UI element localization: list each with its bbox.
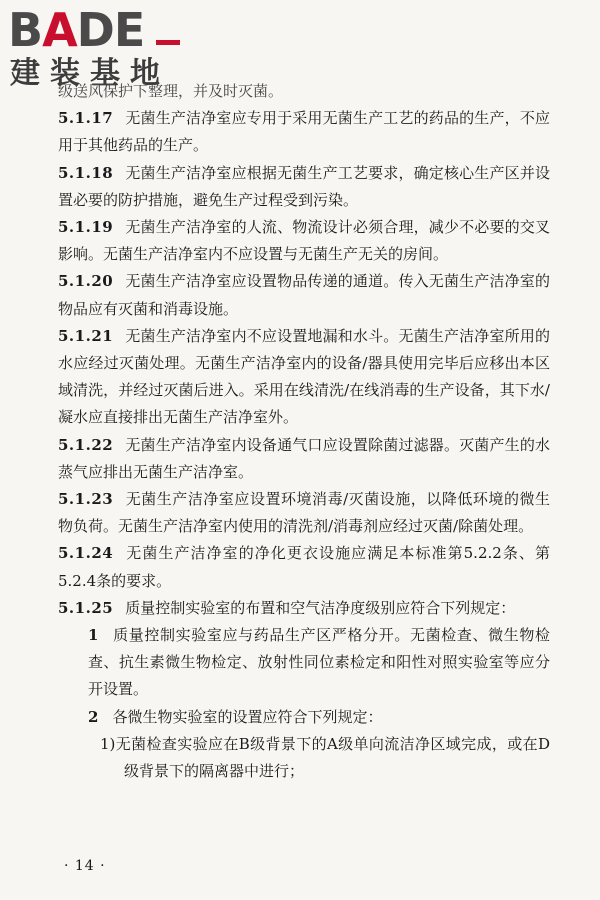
- continued-line: 级送风保护下整理，并及时灭菌。: [58, 82, 284, 100]
- clause-5-1-22: 5.1.22 无菌生产洁净室内设备通气口应设置除菌过滤器。灭菌产生的水蒸气应排出无菌生产洁净室。: [58, 435, 550, 481]
- item-2: 2 各微生物实验室的设置应符合下列规定：: [88, 707, 383, 726]
- clause-5-1-17: 5.1.17 无菌生产洁净室应专用于采用无菌生产工艺的药品的生产，不应用于其他药品的生产。: [58, 109, 550, 155]
- watermark-chinese: 建装基地: [10, 56, 170, 91]
- clause-5-1-24: 5.1.24 无菌生产洁净室的净化更衣设施应满足本标准第5.2.2条、第5.2.4条的要求。: [58, 544, 550, 590]
- watermark-accent-bar: [156, 40, 180, 45]
- page-number: · 14 ·: [64, 858, 106, 874]
- document-body: [58, 78, 550, 785]
- clause-5-1-23: 5.1.23 无菌生产洁净室应设置环境消毒/灭菌设施，以降低环境的微生物负荷。无菌生产洁净室内使用的清洗剂/消毒剂应经过灭菌/除菌处理。: [58, 490, 550, 536]
- clause-5-1-18: 5.1.18 无菌生产洁净室应根据无菌生产工艺要求，确定核心生产区并设置必要的防护措施，避免生产过程受到污染。: [58, 163, 550, 209]
- clause-5-1-20: 5.1.20 无菌生产洁净室应设置物品传递的通道。传入无菌生产洁净室的物品应有灭菌和消毒设施。: [58, 272, 550, 318]
- sub-item-1: 1)无菌检查实验应在B级背景下的A级单向流洁净区域完成，或在D级背景下的隔离器中进行；: [100, 734, 550, 781]
- clause-5-1-19: 5.1.19 无菌生产洁净室的人流、物流设计必须合理，减少不必要的交叉影响。无菌生产洁净室内不应设置与无菌生产无关的房间。: [58, 218, 550, 264]
- clause-5-1-25: 5.1.25 质量控制实验室的布置和空气洁净度级别应符合下列规定：: [58, 598, 516, 617]
- watermark-latin: BADE: [8, 3, 145, 57]
- item-1: 1 质量控制实验室应与药品生产区严格分开。无菌检查、微生物检查、抗生素微生物检定、放射性同位素检定和阳性对照实验室等应分开设置。: [88, 626, 550, 699]
- clause-5-1-21: 5.1.21 无菌生产洁净室内不应设置地漏和水斗。无菌生产洁净室所用的水应经过灭菌处理。无菌生产洁净室内的设备/器具使用完毕后应移出本区域清洗，并经过灭菌后进入。采用在线清洗/在线消毒的生产设备，其下水/凝水应直接排出无菌生产洁净室外。: [58, 326, 550, 427]
